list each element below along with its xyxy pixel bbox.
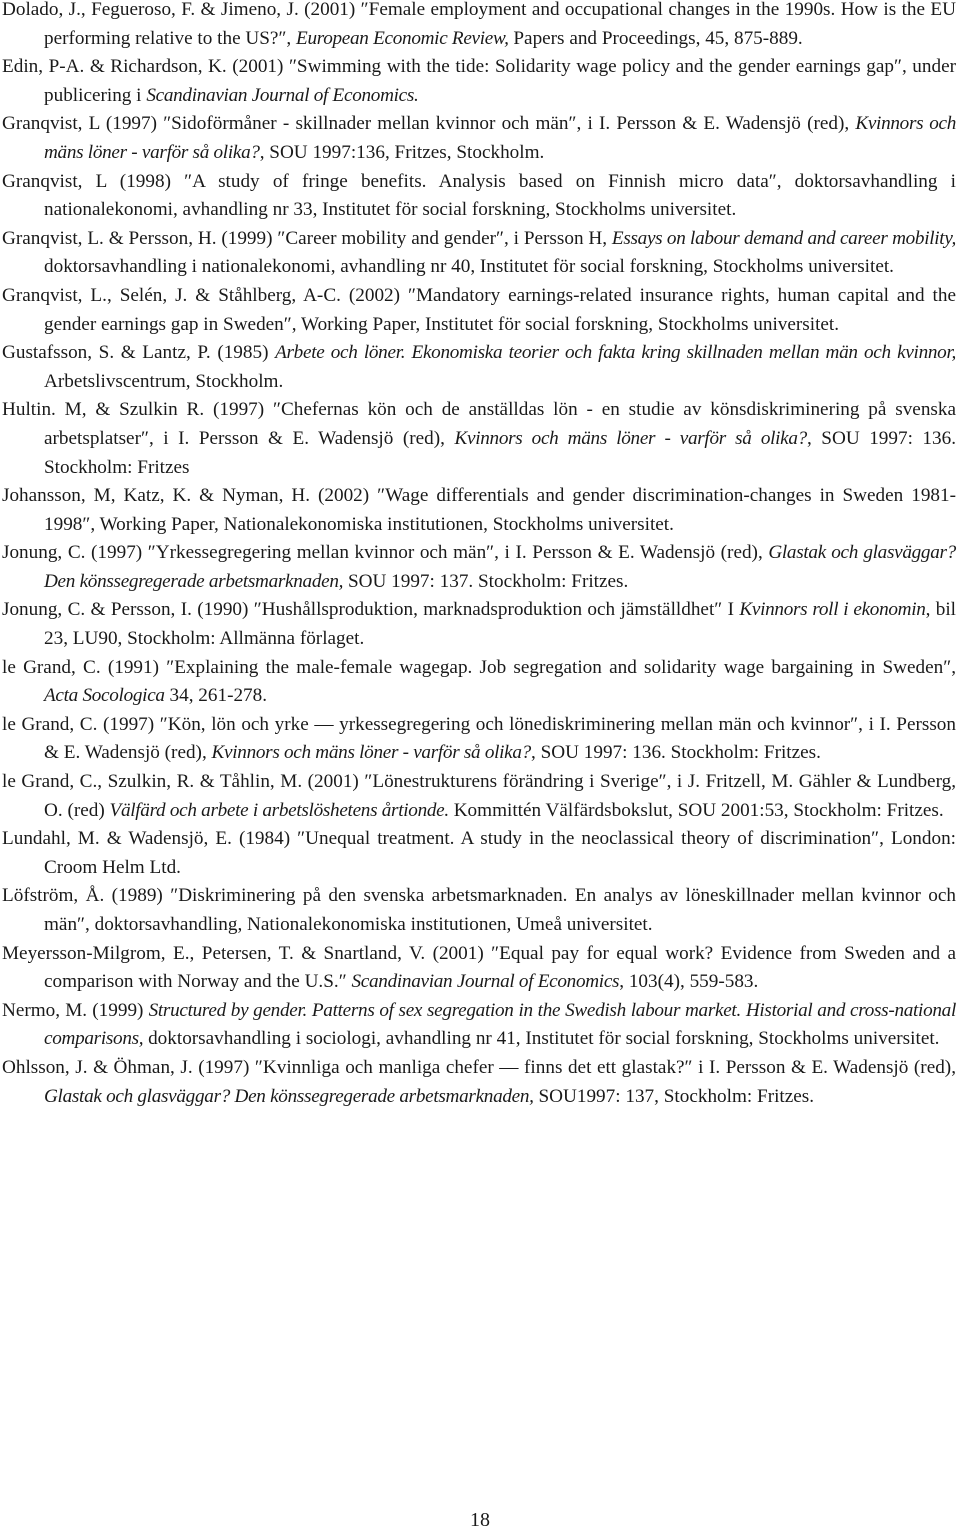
reference-text: Arbetslivscentrum, Stockholm. — [44, 370, 284, 392]
reference-entry — [2, 825, 956, 882]
reference-entry — [2, 596, 956, 653]
reference-entry — [2, 997, 956, 1054]
reference-entry — [2, 282, 956, 339]
reference-text: doktorsavhandling i sociologi, avhandling nr 41, Institutet för social forskning, Stockholms universitet. — [143, 1028, 940, 1050]
reference-title-italic: Glastak och glasväggar? Den könssegregerade arbetsmarknaden, — [44, 1085, 534, 1107]
reference-title-italic: Kvinnors och mäns löner - varför så olika? — [454, 427, 807, 449]
reference-text: Granqvist, L., Selén, J. & Ståhlberg, A-C. (2002) ″Mandatory earnings-related insurance rights, human capital and the gender earnings gap in Sweden″, Working Paper, Institutet för social forskning, Stockholms universitet. — [2, 284, 956, 335]
reference-text: Dolado, J., Fegueroso, F. & Jimeno, J. (2001) ″Female employment and occupational changes in the 1990s. How is the EU performing relative to the US?″, — [2, 0, 956, 49]
reference-entry — [2, 1054, 956, 1111]
page-number: 18 — [470, 1509, 490, 1531]
reference-text: SOU 1997: 137. Stockholm: Fritzes. — [343, 570, 629, 592]
reference-text: Papers and Proceedings, 45, 875-889. — [508, 27, 803, 49]
reference-entry — [2, 654, 956, 711]
reference-text: le Grand, C. (1997) ″Kön, lön och yrke — yrkessegregering och lönediskriminering mellan män och kvinnor″, i I. Persson & E. Wadensjö (red), — [2, 713, 956, 764]
reference-title-italic: Essays on labour demand and career mobility, — [611, 227, 956, 249]
reference-entry — [2, 539, 956, 596]
reference-text: 34, 261-278. — [164, 685, 268, 707]
reference-text: Lundahl, M. & Wadensjö, E. (1984) ″Unequal treatment. A study in the neoclassical theory of discrimination″, London: Croom Helm Ltd. — [2, 828, 956, 878]
reference-title-italic: Scandinavian Journal of Economics — [351, 971, 620, 993]
reference-entry — [2, 882, 956, 939]
reference-text: , SOU 1997: 136. Stockholm: Fritzes — [44, 427, 957, 478]
reference-entry — [2, 396, 956, 482]
reference-title-italic: Acta Socologica — [44, 685, 165, 707]
reference-text: , 103(4), 559-583. — [619, 971, 759, 993]
reference-text: , bil 23, LU90, Stockholm: Allmänna förlaget. — [44, 599, 956, 650]
reference-entry — [2, 53, 956, 110]
reference-text: Edin, P-A. & Richardson, K. (2001) ″Swimming with the tide: Solidarity wage policy and the gender earnings gap″, under publicering i — [2, 56, 956, 106]
reference-text: SOU1997: 137, Stockholm: Fritzes. — [533, 1085, 815, 1107]
reference-title-italic: European Economic Review, — [296, 27, 509, 49]
reference-title-italic: Kvinnors och mäns löner - varför så olika? — [211, 742, 531, 764]
reference-entry — [2, 339, 956, 396]
reference-title-italic: Scandinavian Journal of Economics. — [146, 84, 419, 106]
reference-text: Ohlsson, J. & Öhman, J. (1997) ″Kvinnliga och manliga chefer — finns det ett glastak?″ i I. Persson & E. Wadensjö (red), — [2, 1056, 956, 1078]
reference-text: Jonung, C. & Persson, I. (1990) ″Hushållsproduktion, marknadsproduktion och jämställdhet″ I — [2, 599, 740, 621]
reference-list — [2, 0, 956, 1111]
reference-entry — [2, 482, 956, 539]
reference-text: Kommittén Välfärdsbokslut, SOU 2001:53, Stockholm: Fritzes. — [448, 799, 944, 821]
reference-text: Johansson, M, Katz, K. & Nyman, H. (2002) ″Wage differentials and gender discrimination-changes in Sweden 1981-1998″, Working Paper, Nationalekonomiska institutionen, Stockholms universitet. — [2, 485, 956, 535]
reference-text: Jonung, C. (1997) ″Yrkessegregering mellan kvinnor och män″, i I. Persson & E. Wadensjö (red), — [2, 542, 769, 564]
reference-text: le Grand, C. (1991) ″Explaining the male-female wagegap. Job segregation and solidarity wage bargaining in Sweden″, — [2, 656, 956, 678]
reference-entry — [2, 0, 956, 53]
reference-text: , SOU 1997:136, Fritzes, Stockholm. — [259, 141, 545, 163]
reference-entry — [2, 110, 956, 167]
reference-text: Granqvist, L. & Persson, H. (1999) ″Career mobility and gender″, i Persson H, — [2, 227, 612, 249]
reference-text: Gustafsson, S. & Lantz, P. (1985) — [2, 342, 276, 364]
reference-entry — [2, 940, 956, 997]
reference-text: Meyersson-Milgrom, E., Petersen, T. & Snartland, V. (2001) ″Equal pay for equal work? Evidence from Sweden and a comparison with Norway and the U.S.″ — [2, 942, 956, 993]
reference-text: Nermo, M. (1999) — [2, 999, 149, 1021]
reference-entry — [2, 768, 956, 825]
reference-entry — [2, 225, 956, 282]
reference-text: Granqvist, L (1997) ″Sidoförmåner - skillnader mellan kvinnor och män″, i I. Persson & E. Wadensjö (red), — [2, 113, 856, 135]
reference-entry — [2, 711, 956, 768]
reference-title-italic: Structured by gender. Patterns of sex segregation in the Swedish labour market. Historial and cross-national comparisons, — [44, 999, 957, 1050]
reference-text: doktorsavhandling i nationalekonomi, avhandling nr 40, Institutet för social forskning, Stockholms universitet. — [44, 256, 894, 278]
reference-entry — [2, 168, 956, 225]
reference-text: Hultin. M, & Szulkin R. (1997) ″Chefernas kön och de anställdas lön - en studie av könsdiskriminering på svenska arbetsplatser″, i I. Persson & E. Wadensjö (red), — [2, 399, 956, 449]
reference-title-italic: Kvinnors och mäns löner - varför så olika? — [44, 113, 956, 163]
reference-text: , SOU 1997: 136. Stockholm: Fritzes. — [530, 742, 821, 764]
reference-title-italic: Kvinnors roll i ekonomin — [739, 599, 926, 621]
reference-text: Löfström, Å. (1989) ″Diskriminering på den svenska arbetsmarknaden. En analys av löneskillnader mellan kvinnor och män″, doktorsavhandling, Nationalekonomiska institutionen, Umeå universitet. — [2, 885, 956, 935]
reference-title-italic: Arbete och löner. Ekonomiska teorier och fakta kring skillnaden mellan män och kvinnor, — [275, 342, 956, 364]
reference-title-italic: Glastak och glasväggar? Den könssegregerade arbetsmarknaden, — [44, 542, 956, 592]
reference-text: le Grand, C., Szulkin, R. & Tåhlin, M. (2001) ″Lönestrukturens förändring i Sverige″, i J. Fritzell, M. Gähler & Lundberg, O. (red) — [2, 771, 956, 821]
reference-text: Granqvist, L (1998) ″A study of fringe benefits. Analysis based on Finnish micro data″, doktorsavhandling i nationalekonomi, avhandling nr 33, Institutet för social forskning, Stockholms universitet. — [2, 170, 956, 221]
reference-title-italic: Välfärd och arbete i arbetslöshetens årtionde. — [109, 799, 449, 821]
